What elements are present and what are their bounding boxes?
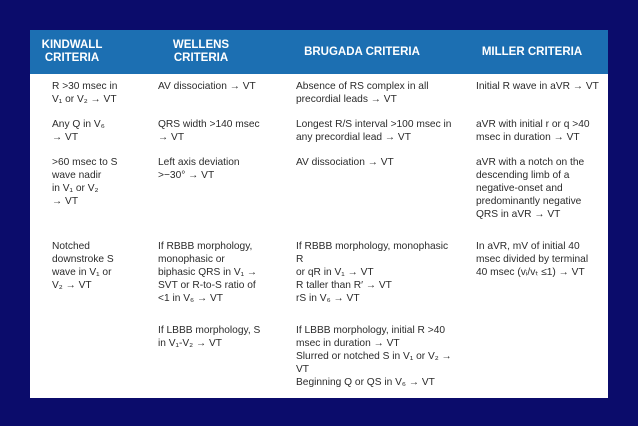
cell-wellens-2: Left axis deviation >−30° → VT [158,157,240,181]
cell-brugada-3: If RBBB morphology, monophasic R or qR in V₁ → VT R taller than R′ → VT rS in V₆ → VT [296,241,449,304]
cell-wellens-3: If RBBB morphology, monophasic or biphasic QRS in V₁ → SVT or R-to-S ratio of <1 in V₆ → VT [158,241,258,304]
header-kindwall-line2: CRITERIA [44,52,100,64]
header-wellens-line2: CRITERIA [173,52,229,64]
header-brugada [268,46,456,59]
cell-kindwall-1: Any Q in V₆ → VT [52,119,105,143]
header-miller-line1: MILLER CRITERIA [481,45,583,58]
cell-brugada-0: Absence of RS complex in all precordial leads → VT [296,81,429,105]
cell-miller-2: aVR with a notch on the descending limb of a negative-onset and predominantly negative QRS in aVR → VT [476,157,585,220]
cell-kindwall-3: Notched downstroke S wave in V₁ or V₂ → VT [52,241,114,291]
header-miller [456,46,608,59]
cell-wellens-4: If LBBB morphology, S in V₁-V₂ → VT [158,325,261,349]
cell-miller-0: Initial R wave in aVR → VT [476,81,599,92]
header-brugada-line1: BRUGADA CRITERIA [304,45,420,58]
header-wellens-line1: WELLENS [172,39,230,51]
cell-wellens-1: QRS width >140 msec → VT [158,119,260,143]
cell-kindwall-4 [30,318,134,398]
cell-miller-4 [456,318,608,398]
cell-kindwall-2: >60 msec to S wave nadir in V₁ or V₂ → VT [52,157,118,207]
header-kindwall [30,39,134,65]
cell-miller-3: In aVR, mV of initial 40 msec divided by terminal 40 msec (vᵢ/vₜ ≤1) → VT [476,241,589,278]
table-header [30,30,608,74]
header-kindwall-line1: KINDWALL [41,39,103,51]
criteria-table-panel [30,30,608,398]
cell-kindwall-0: R >30 msec in V₁ or V₂ → VT [52,81,118,105]
cell-wellens-0: AV dissociation → VT [158,81,256,92]
cell-brugada-1: Longest R/S interval >100 msec in any precordial lead → VT [296,119,452,143]
cell-miller-1: aVR with initial r or q >40 msec in duration → VT [476,119,590,143]
criteria-table-body [30,74,608,398]
header-wellens [134,39,268,65]
cell-brugada-4: If LBBB morphology, initial R >40 msec in duration → VT Slurred or notched S in V₁ or V₂ → VT Beginning Q or QS in V₆ → VT [296,325,452,388]
cell-brugada-2: AV dissociation → VT [296,157,394,168]
